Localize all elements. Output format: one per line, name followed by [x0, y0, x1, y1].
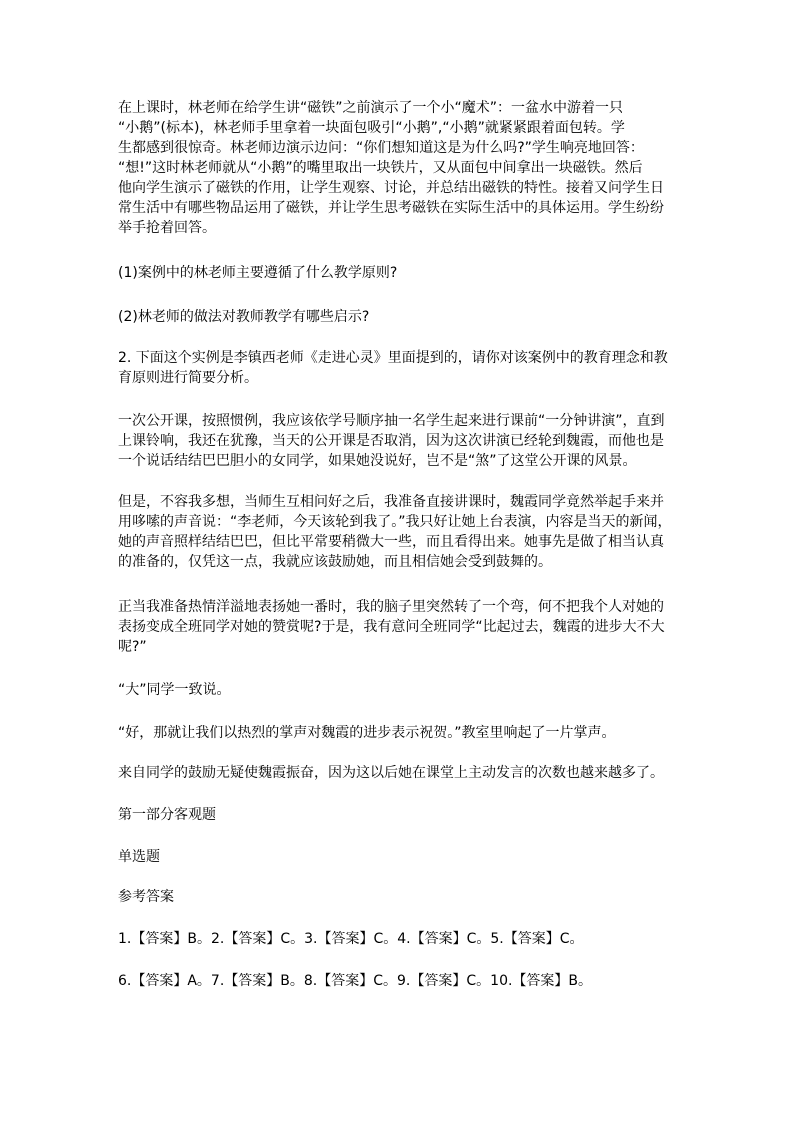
text-line: (2)林老师的做法对教师教学有哪些启示?	[118, 309, 370, 325]
text-line: 参考答案	[118, 889, 174, 905]
story-paragraph-2	[118, 492, 698, 572]
text-line: 一次公开课，按照惯例，我应该依学号顺序抽一名学生起来进行课前“一分钟讲演”，直到	[118, 413, 665, 429]
text-line: 她的声音照样结结巴巴，但比平常要稍微大一些，而且看得出来。她事先是做了相当认真	[118, 534, 664, 550]
story-paragraph-6	[118, 763, 698, 783]
text-line: “小鹅”(标本)，林老师手里拿着一块面包吸引“小鹅”,“小鹅”就紧紧跟着面包转。学	[118, 120, 625, 136]
text-line: “大”同学一致说。	[118, 682, 231, 698]
text-line: 1.【答案】B。2.【答案】C。3.【答案】C。4.【答案】C。5.【答案】C。	[118, 931, 584, 947]
story-paragraph-5	[118, 723, 698, 743]
text-line: 用哆嗦的声音说：“李老师，今天该轮到我了。”我只好让她上台表演，内容是当天的新闻，	[118, 514, 672, 530]
text-line: 2. 下面这个实例是李镇西老师《走进心灵》里面提到的，请你对该案例中的教育理念和教	[118, 350, 668, 366]
question-1	[118, 263, 698, 283]
text-line: 呢?”	[118, 639, 147, 655]
text-line: 举手抢着回答。	[118, 220, 216, 236]
text-line: 来自同学的鼓励无疑使魏霞振奋，因为这以后她在课堂上主动发言的次数也越来越多了。	[118, 765, 664, 781]
text-line: “好，那就让我们以热烈的掌声对魏霞的进步表示祝贺。”教室里响起了一片掌声。	[118, 725, 616, 741]
text-line: 单选题	[118, 849, 160, 865]
text-line: “想!”这时林老师就从“小鹅”的嘴里取出一块铁片，又从面包中间拿出一块磁铁。然后	[118, 160, 643, 176]
text-line: 上课铃响，我还在犹豫，当天的公开课是否取消，因为这次讲演已经轮到魏霞，而他也是	[118, 433, 664, 449]
text-line: 6.【答案】A。7.【答案】B。8.【答案】C。9.【答案】C。10.【答案】B。	[118, 973, 593, 989]
story-paragraph-3	[118, 597, 698, 657]
text-line: 常生活中有哪些物品运用了磁铁，并让学生思考磁铁在实际生活中的具体运用。学生纷纷	[118, 200, 664, 216]
subsection-heading	[118, 847, 698, 867]
section-heading	[118, 805, 698, 825]
answer-key-line-2	[118, 971, 698, 991]
story-paragraph-1	[118, 411, 698, 471]
question-2-prompt	[118, 348, 698, 388]
text-line: (1)案例中的林老师主要遵循了什么教学原则?	[118, 265, 398, 281]
text-line: 生都感到很惊奇。林老师边演示边问：“你们想知道这是为什么吗?”学生响亮地回答：	[118, 140, 644, 156]
text-line: 育原则进行简要分析。	[118, 370, 258, 386]
case-paragraph	[118, 98, 698, 238]
answers-heading	[118, 887, 698, 907]
text-line: 第一部分客观题	[118, 807, 216, 823]
text-line: 的准备的，仅凭这一点，我就应该鼓励她，而且相信她会受到鼓舞的。	[118, 554, 552, 570]
question-2	[118, 307, 698, 327]
answer-key-line-1	[118, 929, 698, 949]
text-line: 表扬变成全班同学对她的赞赏呢?于是，我有意问全班同学“比起过去，魏霞的进步大不大	[118, 619, 665, 635]
story-paragraph-4	[118, 680, 698, 700]
text-line: 他向学生演示了磁铁的作用，让学生观察、讨论，并总结出磁铁的特性。接着又问学生日	[118, 180, 664, 196]
text-line: 一个说话结结巴巴胆小的女同学，如果她没说好，岂不是“煞”了这堂公开课的风景。	[118, 453, 637, 469]
text-line: 正当我准备热情洋溢地表扬她一番时，我的脑子里突然转了一个弯，何不把我个人对她的	[118, 599, 664, 615]
text-line: 在上课时，林老师在给学生讲“磁铁”之前演示了一个小“魔术”：一盆水中游着一只	[118, 100, 624, 116]
text-line: 但是，不容我多想，当师生互相问好之后，我准备直接讲课时，魏霞同学竟然举起手来并	[118, 494, 664, 510]
